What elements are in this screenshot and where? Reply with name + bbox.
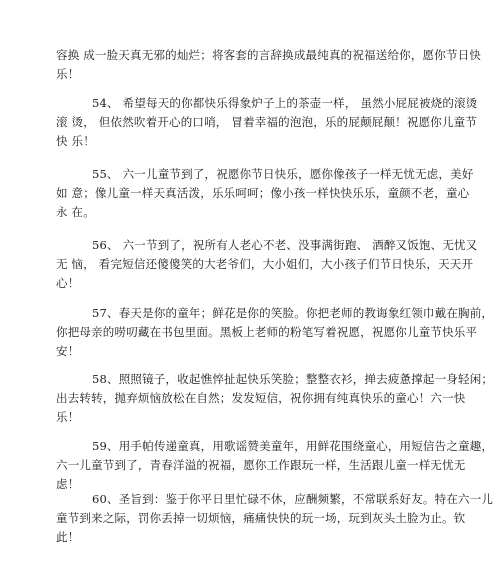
paragraph-line: 出去转转，抛弃烦恼放松在自然；发发短信，祝你拥有纯真快乐的童心！六一快 [56,391,466,405]
paragraph-continued [56,46,482,84]
paragraph-line [56,490,494,509]
paragraph-line: 容换 成一脸天真无邪的灿烂；将客套的言辞换成最纯真的祝福送给你，愿你节日快 [56,48,482,62]
paragraph-55 [56,165,474,222]
paragraph-line: 永 在。 [56,205,95,219]
paragraph-line-text: 57、春天是你的童年；鲜花是你的笑脸。你把老师的教诲象红领巾戴在胸前， [92,306,494,320]
paragraph-54 [56,94,478,151]
paragraph-line [56,370,494,389]
paragraph-line: 此！ [56,530,80,544]
paragraph-line: 六一儿童节到了，青春洋溢的祝福，愿你工作跟玩一样，生活跟儿童一样无忧无 [56,458,466,472]
paragraph-line: 安！ [56,344,80,358]
paragraph-line [56,94,478,113]
paragraph-line: 心！ [56,276,80,290]
paragraph-line-text: 56、 六一节到了，祝所有人老心不老、没事满街跑、 酒醉又饭饱、无忧又 [92,238,478,252]
paragraph-line-text: 60、圣旨到：鉴于你平日里忙碌不休，应酬频繁，不常联系好友。特在六一儿 [92,492,494,506]
paragraph-line: 乐！ [56,410,80,424]
paragraph-56 [56,236,478,293]
paragraph-line [56,165,474,184]
paragraph-line: 如 意；像儿童一样天真活泼，乐乐呵呵；像小孩一样快快乐乐，童颜不老，童心 [56,186,470,200]
paragraph-60 [56,490,494,547]
paragraph-line [56,236,478,255]
paragraph-line: 无 恼， 看完短信还傻傻笑的大老爷们，大小姐们，大小孩子们节日快乐，天天开 [56,257,474,271]
paragraph-line: 虑！ [56,477,80,491]
paragraph-line-text: 58、照照镜子，收起憔悴扯起快乐笑脸；整整衣衫，掸去疲惫撑起一身轻闲； [92,372,494,386]
paragraph-line-text: 55、 六一儿童节到了，祝愿你节日快乐，愿你像孩子一样无忧无虑，美好 [92,167,474,181]
paragraph-line-text: 54、 希望每天的你都快乐得象炉子上的茶壶一样， 虽然小屁屁被烧的滚烫 [92,96,478,110]
paragraph-line [56,437,494,456]
paragraph-line: 乐！ [56,67,80,81]
paragraph-line [56,304,494,323]
paragraph-line: 你把母亲的唠叨藏在书包里面。黑板上老师的粉笔写着祝愿，祝愿你儿童节快乐平 [56,325,478,339]
paragraph-line: 童节到来之际，罚你丢掉一切烦恼，痛痛快快的玩一场，玩到灰头土脸为止。钦 [56,511,466,525]
paragraph-line-text: 59、用手帕传递童真，用歌谣赞美童年，用鲜花围绕童心，用短信告之童趣， [92,439,494,453]
paragraph-line: 滚 烫， 但依然吹着开心的口哨， 冒着幸福的泡泡，乐的屁颠屁颠！祝愿你儿童节 [56,115,478,129]
paragraph-59 [56,437,494,494]
paragraph-58 [56,370,494,427]
paragraph-line: 快 乐！ [56,134,95,148]
paragraph-57 [56,304,494,361]
